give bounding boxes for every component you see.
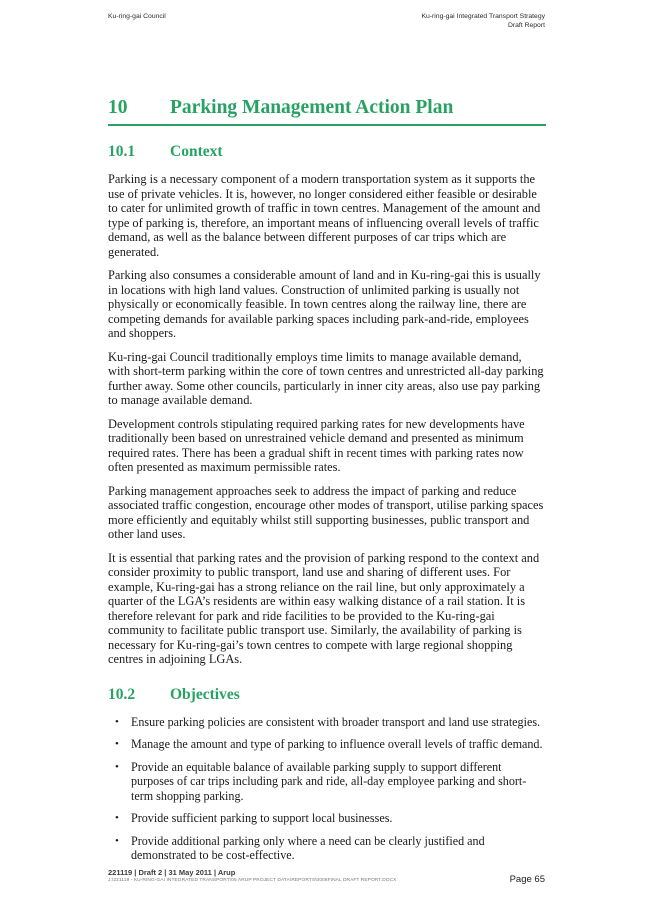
header-report-title-line1: Ku-ring-gai Integrated Transport Strategy xyxy=(421,13,545,20)
footer-left xyxy=(108,868,396,883)
section-heading-objectives xyxy=(108,686,546,704)
section-heading-context xyxy=(108,143,546,161)
footer-document-meta: 221119 | Draft 2 | 31 May 2011 | Arup xyxy=(108,868,236,877)
section-number: 10.1 xyxy=(108,143,136,160)
list-item xyxy=(108,715,546,730)
section-title: Objectives xyxy=(170,685,240,703)
page-number: Page 65 xyxy=(509,874,545,885)
page-header xyxy=(108,13,545,30)
list-item-text: Provide an equitable balance of available parking supply to support different purposes of car trips including park and ride, all-day employee parking and short-term shopping parking. xyxy=(131,759,527,803)
list-item-text: Manage the amount and type of parking to influence overall levels of traffic demand. xyxy=(131,737,543,751)
footer-file-path: J:\221119 - KU-RING-GAI INTEGRATED TRANSPORT\05 ARUP PROJECT DATA\REPORTS\0008FINAL DRAFT REPORT.DOCX xyxy=(108,878,397,883)
bullet-icon: • xyxy=(115,760,119,773)
bullet-icon: • xyxy=(115,738,119,750)
paragraph: Parking also consumes a considerable amount of land and in Ku-ring-gai this is usually in locations with high land values. Construction of unlimited parking is usually not physically or economically feasible. In town centres along the railway line, there are competing demands for available parking spaces including park-and-ride, employees and shoppers. xyxy=(108,268,541,340)
section-title: Context xyxy=(170,143,223,160)
chapter-title: Parking Management Action Plan xyxy=(170,97,454,118)
objectives-list xyxy=(108,715,546,863)
list-item-text: Provide additional parking only where a need can be clearly justified and demonstrated to be cost-effective. xyxy=(131,833,485,862)
header-council-name: Ku-ring-gai Council xyxy=(108,13,166,20)
bullet-icon: • xyxy=(115,812,119,824)
bullet-icon: • xyxy=(115,715,119,728)
paragraph: It is essential that parking rates and the provision of parking respond to the context and consider proximity to public transport, land use and sharing of different uses. For example, Ku-ring-gai has a strong reliance on the rail line, but only approximately a quarter of the LGA’s residents are within easy walking distance of a rail station. It is therefore relevant for park and ride facilities to be provided to the Ku-ring-gai community to facilitate public transport use. Similarly, the availability of parking is necessary for Ku-ring-gai’s town centres to compete with large regional shopping centres in adjoining LGAs. xyxy=(108,550,540,666)
list-item xyxy=(108,834,546,863)
section-number: 10.2 xyxy=(108,685,136,703)
paragraph: Development controls stipulating required parking rates for new developments have traditionally been based on unrestrained vehicle demand and presented as minimum required rates. There has been a gradual shift in recent times with parking rates now often presented as maximum permissible rates. xyxy=(108,416,525,474)
list-item xyxy=(108,811,546,826)
page-footer xyxy=(108,868,545,885)
header-report-title xyxy=(421,13,545,30)
list-item xyxy=(108,737,546,752)
header-report-title-line2: Draft Report xyxy=(507,21,545,29)
chapter-heading xyxy=(108,97,546,126)
chapter-number: 10 xyxy=(108,97,128,118)
list-item xyxy=(108,760,546,804)
paragraph: Ku-ring-gai Council traditionally employs time limits to manage available demand, with short-term parking within the core of town centres and unrestricted all-day parking further away. Some other councils, particularly in inner city areas, also use pay parking to manage available demand. xyxy=(108,349,544,407)
list-item-text: Ensure parking policies are consistent with broader transport and land use strategies. xyxy=(131,714,541,729)
paragraph: Parking management approaches seek to address the impact of parking and reduce associated traffic congestion, encourage other modes of transport, utilise parking spaces more efficiently and equitably whilst still supporting businesses, public transport and other land uses. xyxy=(108,483,544,541)
paragraph: Parking is a necessary component of a modern transportation system as it supports the use of private vehicles. It is, however, no longer considered either feasible or desirable to cater for unlimited growth of traffic in town centres. Management of the amount and type of parking is, therefore, an important means of influencing overall levels of traffic demand, as well as the balance between different purposes of car trips which are generated. xyxy=(108,172,541,259)
document-body xyxy=(108,97,546,871)
list-item-text: Provide sufficient parking to support local businesses. xyxy=(131,811,393,825)
bullet-icon: • xyxy=(115,834,119,847)
